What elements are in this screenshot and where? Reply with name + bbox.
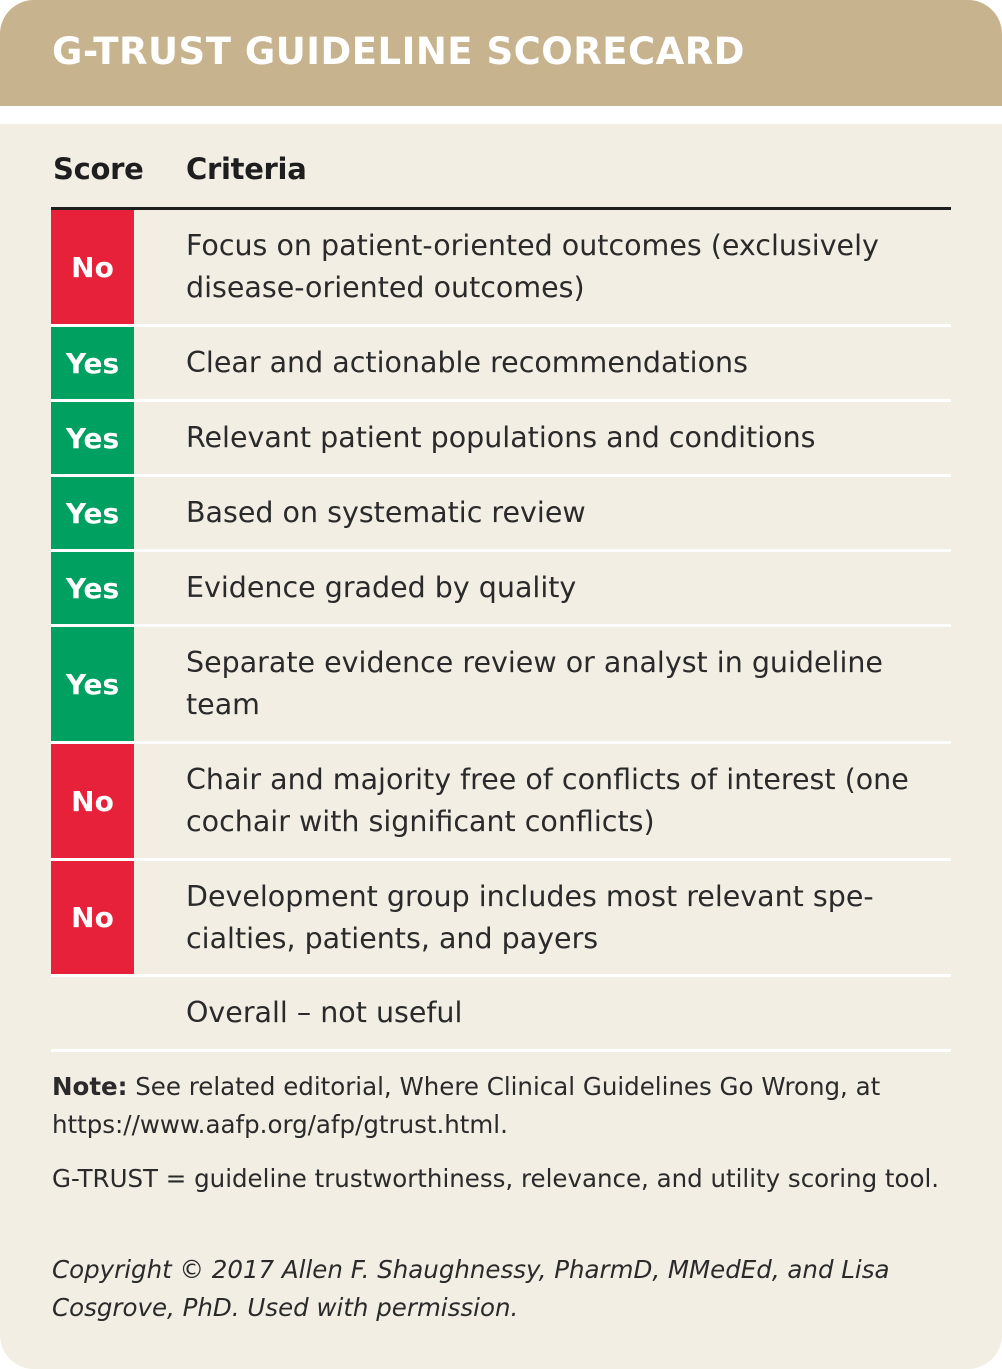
criteria-text: Development group includes most relevant spe-cialties, patients, and payers bbox=[186, 879, 874, 955]
table-row bbox=[51, 327, 951, 402]
score-badge: Yes bbox=[51, 552, 134, 624]
table-row bbox=[51, 477, 951, 552]
header-divider bbox=[0, 106, 1002, 124]
note-label: Note: bbox=[52, 1072, 128, 1101]
acronym-definition: G-TRUST = guideline trustworthiness, relevance, and utility scoring tool. bbox=[52, 1164, 940, 1193]
table-row bbox=[51, 744, 951, 861]
scorecard-table bbox=[51, 210, 951, 1052]
table-row-overall bbox=[51, 977, 951, 1052]
note-text: See related editorial, Where Clinical Guidelines Go Wrong, at https://www.aafp.org/afp/gtrust.html. bbox=[52, 1072, 881, 1139]
copyright-notice: Copyright © 2017 Allen F. Shaughnessy, PharmD, MMedEd, and Lisa Cosgrove, PhD. Used with permission. bbox=[52, 1255, 890, 1322]
table-row bbox=[51, 210, 951, 327]
score-badge: No bbox=[51, 861, 134, 974]
criteria-text: Chair and majority free of conflicts of interest (one cochair with significant conflicts) bbox=[186, 763, 909, 838]
table-row bbox=[51, 861, 951, 977]
criteria-text: Evidence graded by quality bbox=[186, 571, 577, 604]
criteria-text: Separate evidence review or analyst in guideline team bbox=[186, 646, 883, 721]
criteria-text: Relevant patient populations and conditions bbox=[186, 421, 816, 454]
score-badge: No bbox=[51, 744, 134, 858]
page-title: G-TRUST GUIDELINE SCORECARD bbox=[52, 30, 745, 73]
column-header-criteria: Criteria bbox=[186, 152, 307, 186]
criteria-text: Clear and actionable recommendations bbox=[186, 346, 748, 379]
score-badge: Yes bbox=[51, 477, 134, 549]
column-header-score: Score bbox=[53, 152, 144, 186]
score-badge: Yes bbox=[51, 402, 134, 474]
editorial-note bbox=[52, 1068, 957, 1144]
score-badge: Yes bbox=[51, 327, 134, 399]
score-badge: Yes bbox=[51, 627, 134, 741]
header-band bbox=[0, 0, 1002, 106]
criteria-text: Focus on patient-oriented outcomes (exclusively disease-oriented outcomes) bbox=[186, 229, 879, 304]
table-row bbox=[51, 552, 951, 627]
table-row bbox=[51, 402, 951, 477]
table-row bbox=[51, 627, 951, 744]
overall-text: Overall – not useful bbox=[186, 996, 463, 1029]
score-badge: No bbox=[51, 210, 134, 324]
criteria-text: Based on systematic review bbox=[186, 496, 586, 529]
